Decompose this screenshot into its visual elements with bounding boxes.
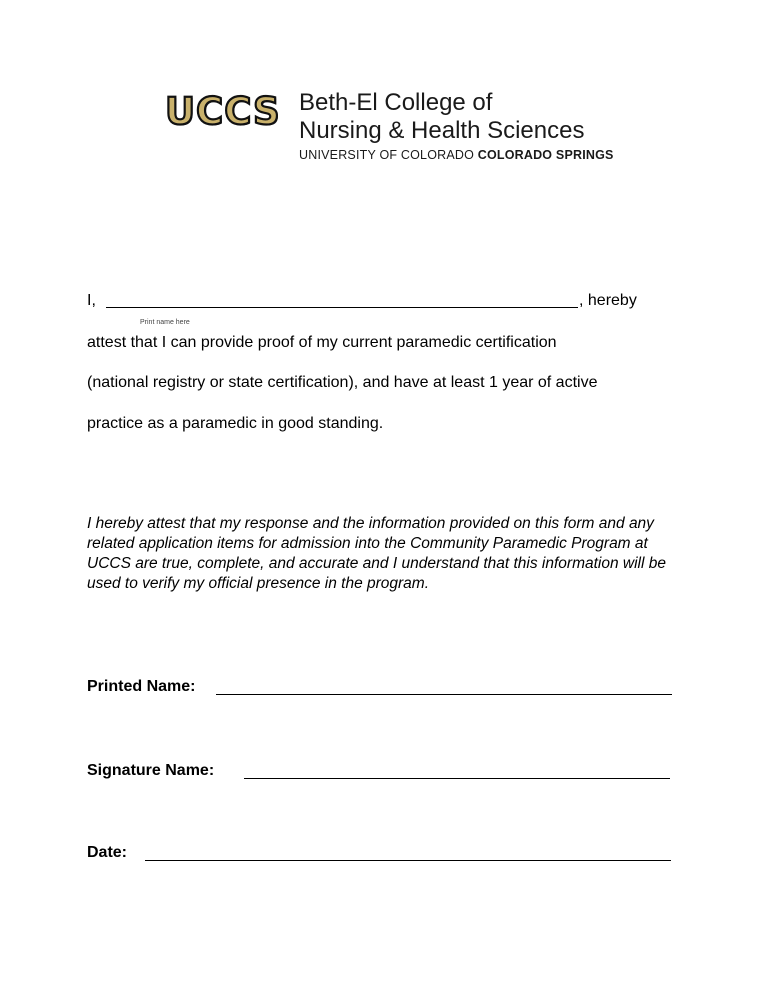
university-name bbox=[299, 148, 614, 162]
date-label: Date: bbox=[87, 844, 128, 861]
print-name-line[interactable] bbox=[106, 307, 578, 308]
university-name-bold: COLORADO SPRINGS bbox=[477, 148, 614, 162]
attestation-line-2: attest that I can provide proof of my current paramedic certification bbox=[87, 334, 557, 351]
attestation-line-4: practice as a paramedic in good standing. bbox=[87, 415, 384, 432]
printed-name-label: Printed Name: bbox=[87, 678, 196, 695]
university-name-regular: UNIVERSITY OF COLORADO bbox=[299, 148, 475, 162]
print-name-hint: Print name here bbox=[140, 319, 190, 326]
college-name-line1: Beth-El College of bbox=[299, 89, 493, 116]
attestation-prefix: I, bbox=[87, 292, 96, 309]
printed-name-line[interactable] bbox=[216, 694, 672, 695]
date-line[interactable] bbox=[145, 860, 671, 861]
attestation-line-3: (national registry or state certification), and have at least 1 year of active bbox=[87, 374, 598, 391]
declaration-paragraph: I hereby attest that my response and the information provided on this form and any related application items for admission into the Community Paramedic Program at UCCS are true, complete, and accurate and I understand that this information will be used to verify my official presence in the program. bbox=[87, 515, 666, 592]
signature-line[interactable] bbox=[244, 778, 670, 779]
college-name-line2: Nursing & Health Sciences bbox=[299, 117, 585, 144]
signature-label: Signature Name: bbox=[87, 762, 215, 779]
uccs-logo: UCCS bbox=[165, 90, 281, 133]
attestation-suffix: , hereby bbox=[579, 292, 637, 309]
